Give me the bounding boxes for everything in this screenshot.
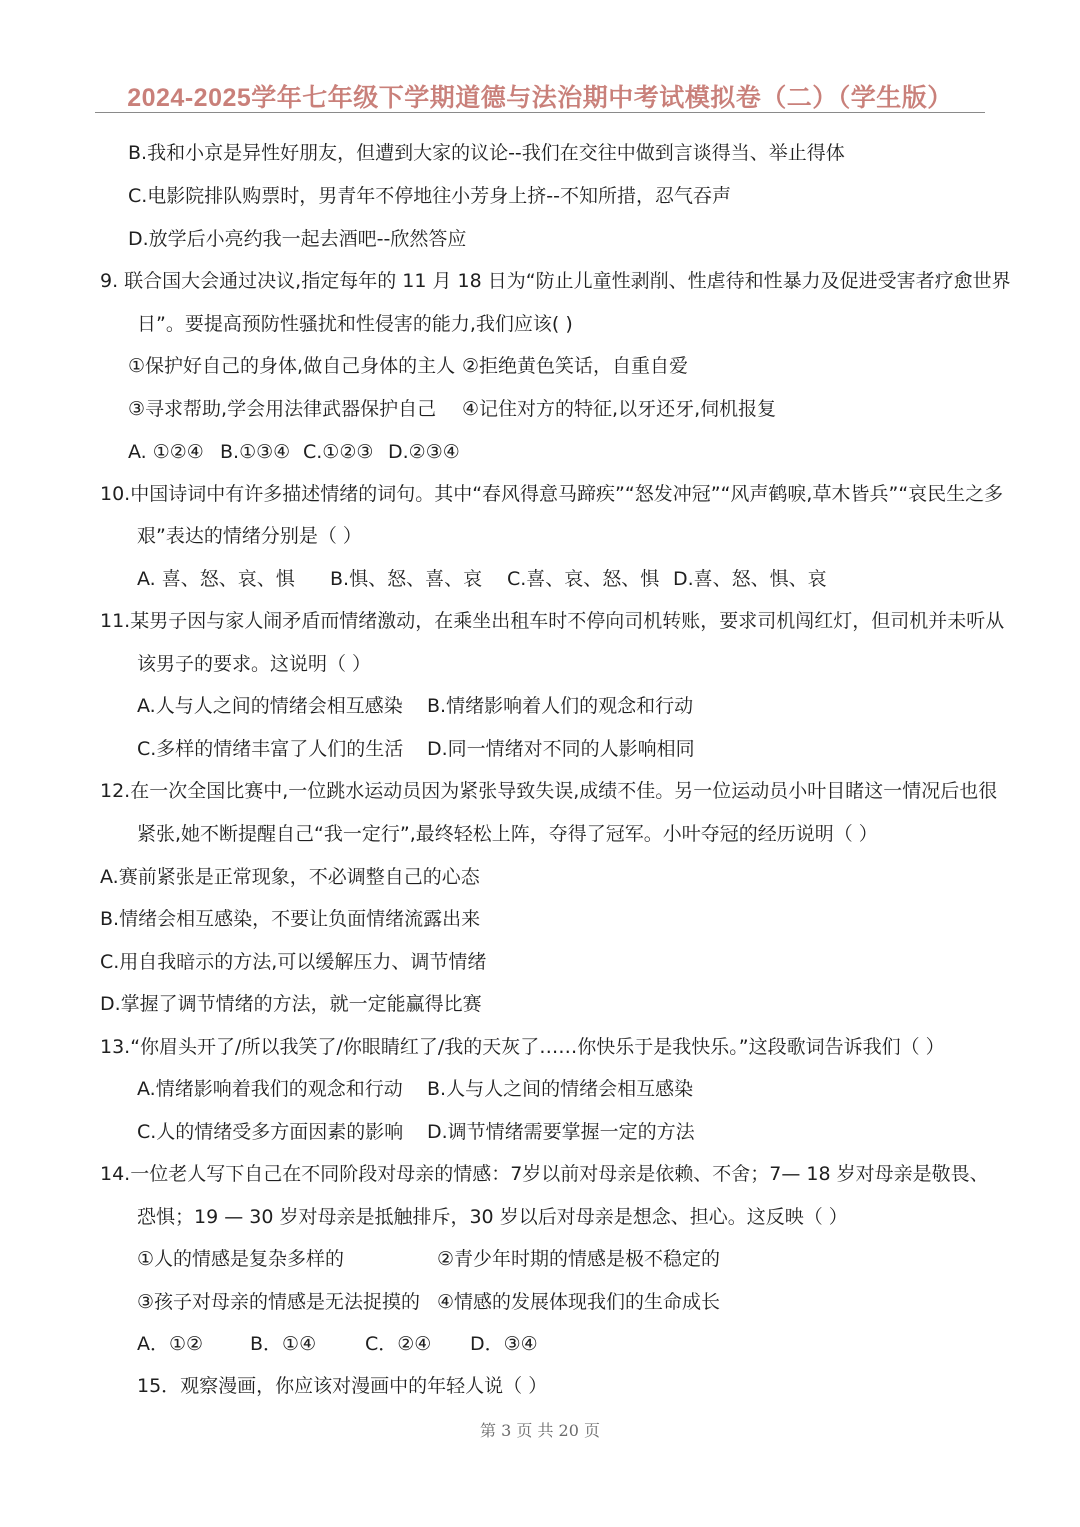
q14-choice-c: C．②④	[365, 1333, 432, 1355]
page-number: 第 3 页 共 20 页	[480, 1421, 600, 1440]
q14-choice-d: D．③④	[470, 1333, 538, 1355]
q9-statement-1: ①保护好自己的身体,做自己身体的主人	[128, 355, 456, 377]
q14-choice-b: B．①④	[250, 1333, 317, 1355]
q13-choice-d: D.调节情绪需要掌握一定的方法	[427, 1121, 695, 1143]
q12-stem-line1: 12.在一次全国比赛中,一位跳水运动员因为紧张导致失误,成绩不佳。另一位运动员小叶目睹这一情况后也很	[100, 780, 998, 802]
q11-choice-a: A.人与人之间的情绪会相互感染	[137, 695, 403, 717]
q10-choice-a: A. 喜、怒、哀、惧	[137, 568, 295, 590]
q14-statement-3: ③孩子对母亲的情感是无法捉摸的	[137, 1291, 421, 1313]
q14-choice-a: A．①②	[137, 1333, 204, 1355]
q9-choice-d: D.②③④	[388, 441, 460, 463]
q14-statement-1: ①人的情感是复杂多样的	[137, 1248, 345, 1270]
q8-option-b: B.我和小京是异性好朋友，但遭到大家的议论--我们在交往中做到言谈得当、举止得体	[128, 142, 845, 164]
q9-choice-b: B.①③④	[220, 441, 291, 463]
q13-choice-a: A.情绪影响着我们的观念和行动	[137, 1078, 403, 1100]
q13-choice-b: B.人与人之间的情绪会相互感染	[427, 1078, 694, 1100]
q10-choice-b: B.惧、怒、喜、哀	[330, 568, 483, 590]
q10-stem-line2: 艰”表达的情绪分别是（ ）	[137, 525, 362, 547]
q11-stem-line2: 该男子的要求。这说明（ ）	[137, 653, 372, 675]
q8-option-d: D.放学后小亮约我一起去酒吧--欣然答应	[128, 228, 467, 250]
q14-stem-line2: 恐惧；19 — 30 岁对母亲是抵触排斥，30 岁以后对母亲是想念、担心。这反映（ ）	[137, 1206, 848, 1228]
document-title: 2024-2025学年七年级下学期道德与法治期中考试模拟卷（二）（学生版）	[127, 84, 953, 112]
q9-statement-2: ②拒绝黄色笑话，自重自爱	[462, 355, 689, 377]
q9-choice-c: C.①②③	[303, 441, 374, 463]
q11-choice-c: C.多样的情绪丰富了人们的生活	[137, 738, 404, 760]
q11-choice-b: B.情绪影响着人们的观念和行动	[427, 695, 694, 717]
q14-stem-line1: 14.一位老人写下自己在不同阶段对母亲的情感：7岁以前对母亲是依赖、不舍；7— 18 岁对母亲是敬畏、	[100, 1163, 989, 1185]
q10-choice-d: D.喜、怒、惧、哀	[673, 568, 827, 590]
q9-stem-line2: 日”。要提高预防性骚扰和性侵害的能力,我们应该( )	[137, 313, 573, 335]
q12-choice-b: B.情绪会相互感染，不要让负面情绪流露出来	[100, 908, 481, 930]
q13-stem: 13.“你眉头开了/所以我笑了/你眼睛红了/我的天灰了……你快乐于是我快乐。”这段歌词告诉我们（ ）	[100, 1036, 945, 1058]
q14-statement-2: ②青少年时期的情感是极不稳定的	[437, 1248, 721, 1270]
q9-stem-line1: 9. 联合国大会通过决议,指定每年的 11 月 18 日为“防止儿童性剥削、性虐待和性暴力及促进受害者疗愈世界	[100, 270, 1011, 292]
q8-option-c: C.电影院排队购票时，男青年不停地往小芳身上挤--不知所措，忍气吞声	[128, 185, 732, 207]
q10-stem-line1: 10.中国诗词中有许多描述情绪的词句。其中“春风得意马蹄疾”“怒发冲冠”“风声鹤唳,草木皆兵”“哀民生之多	[100, 483, 1004, 505]
q12-choice-c: C.用自我暗示的方法,可以缓解压力、调节情绪	[100, 951, 487, 973]
q12-choice-d: D.掌握了调节情绪的方法，就一定能赢得比赛	[100, 993, 482, 1015]
q9-choice-a: A. ①②④	[128, 441, 204, 463]
q9-statement-4: ④记住对方的特征,以牙还牙,伺机报复	[462, 398, 777, 420]
header-divider	[95, 112, 985, 113]
q12-stem-line2: 紧张,她不断提醒自己“我一定行”,最终轻松上阵，夺得了冠军。小叶夺冠的经历说明（ ）	[137, 823, 878, 845]
q13-choice-c: C.人的情绪受多方面因素的影响	[137, 1121, 404, 1143]
q12-choice-a: A.赛前紧张是正常现象，不必调整自己的心态	[100, 866, 480, 888]
q11-choice-d: D.同一情绪对不同的人影响相同	[427, 738, 695, 760]
q10-choice-c: C.喜、哀、怒、惧	[507, 568, 660, 590]
q11-stem-line1: 11.某男子因与家人闹矛盾而情绪激动，在乘坐出租车时不停向司机转账，要求司机闯红灯，但司机并未听从	[100, 610, 1005, 632]
q14-statement-4: ④情感的发展体现我们的生命成长	[437, 1291, 721, 1313]
q9-statement-3: ③寻求帮助,学会用法律武器保护自己	[128, 398, 437, 420]
q15-stem: 15．观察漫画，你应该对漫画中的年轻人说（ ）	[137, 1375, 548, 1397]
